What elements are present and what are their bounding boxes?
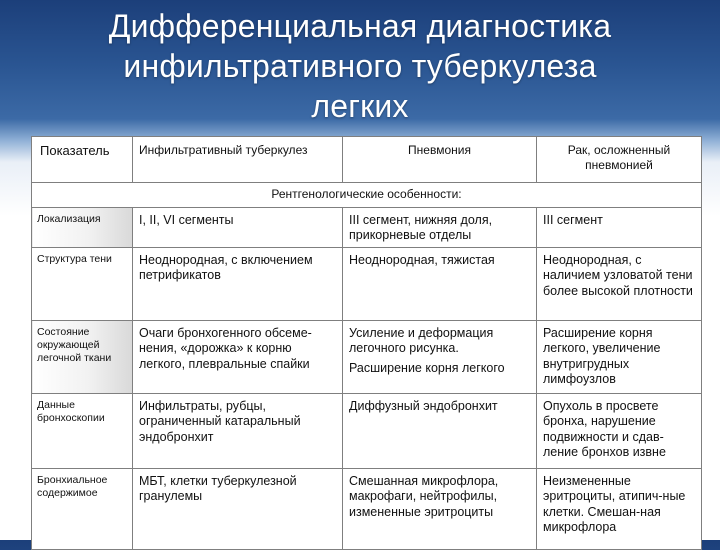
title-line-3: легких [311,88,409,124]
header-indicator: Показатель [32,137,133,183]
section-row [32,183,702,208]
table-row [32,207,702,247]
cell-pneumonia: Неоднородная, тяжистая [343,247,537,320]
table-row [32,320,702,393]
cell-cancer: Неизмененные эритроциты, атипич-ные клетки. Смешан-ная микрофлора [537,468,702,549]
table-header-row [32,137,702,183]
cell-cancer: III сегмент [537,207,702,247]
header-pneumonia: Пневмония [343,137,537,183]
title-line-2: инфильтративного туберкулеза [123,48,597,84]
table-row [32,468,702,549]
row-label: Состояние окружающей легочной ткани [32,320,133,393]
cell-cancer: Расширение корня легкого, увеличение внутригрудных лимфоузлов [537,320,702,393]
title-line-1: Дифференциальная диагностика [108,8,612,44]
header-cancer: Рак, осложненный пневмонией [537,137,702,183]
cell-cancer: Опухоль в просвете бронха, нарушение подвижности и сдав-ление бронхов извне [537,393,702,468]
diagnosis-table-container [31,136,701,540]
section-title: Рентгенологические особенности: [32,183,702,208]
row-label: Данные бронхоскопии [32,393,133,468]
cell-tuberculosis: МБТ, клетки туберкулезной гранулемы [133,468,343,549]
cell-pneumonia-text: Усиление и деформация легочного рисунка. [349,325,494,355]
cell-pneumonia-extra: Расширение корня легкого [349,360,505,375]
cell-tuberculosis: Очаги бронхогенного обсеме-нения, «дорожка» к корню легкого, плевральные спайки [133,320,343,393]
cell-pneumonia: III сегмент, нижняя доля, прикорневые отделы [343,207,537,247]
cell-pneumonia [343,320,537,393]
header-tuberculosis: Инфильтративный туберкулез [133,137,343,183]
table-row [32,247,702,320]
row-label: Локализация [32,207,133,247]
cell-pneumonia: Диффузный эндобронхит [343,393,537,468]
cell-pneumonia: Смешанная микрофлора, макрофаги, нейтрофилы, измененные эритроциты [343,468,537,549]
cell-tuberculosis: Инфильтраты, рубцы, ограниченный катаральный эндобронхит [133,393,343,468]
cell-cancer: Неоднородная, с наличием узловатой тени более высокой плотности [537,247,702,320]
slide-title [0,6,720,126]
diagnosis-table [31,136,702,550]
row-label: Бронхиальное содержимое [32,468,133,549]
row-label: Структура тени [32,247,133,320]
table-row [32,393,702,468]
cell-tuberculosis: I, II, VI сегменты [133,207,343,247]
cell-tuberculosis: Неоднородная, с включением петрификатов [133,247,343,320]
